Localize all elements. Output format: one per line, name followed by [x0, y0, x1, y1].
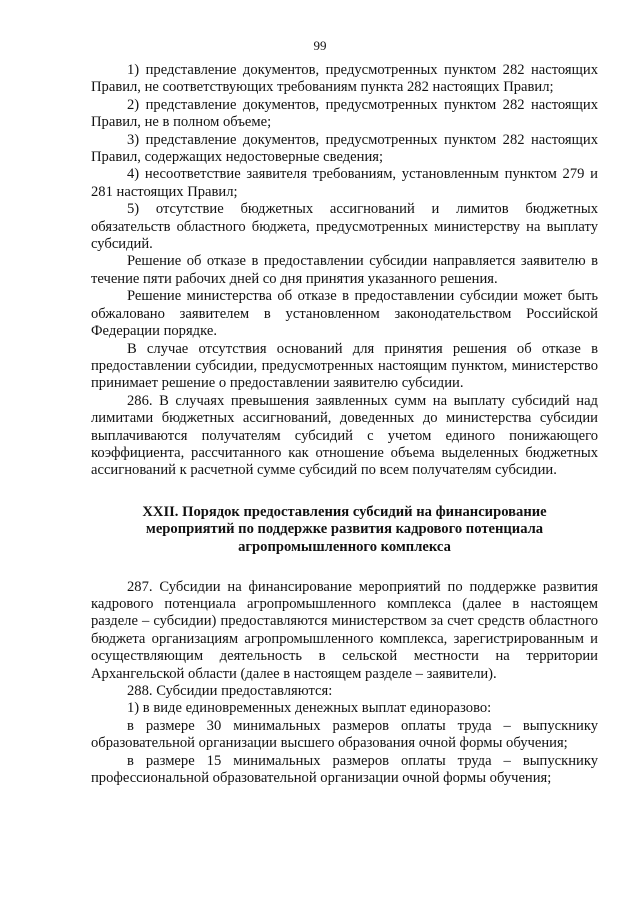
paragraph-288-higher-education: в размере 30 минимальных размеров оплаты труда – выпускнику образовательной организации высшего образования очной формы обучения;	[91, 717, 598, 752]
paragraph-approval: В случае отсутствия оснований для принятия решения об отказе в предоставлении субсидии, предусмотренных настоящим пунктом, министерство принимает решение о предоставлении заявителю субсидии.	[91, 340, 598, 392]
paragraph-286: 286. В случаях превышения заявленных сумм на выплату субсидий над лимитами бюджетных ассигнований, доведенных до министерства субсидии выплачиваются получателям субсидий с учетом единого понижающего коэффициента, рассчитанного как отношение объема выделенных бюджетных ассигнований к расчетной сумме субсидий по всем получателям субсидии.	[91, 392, 598, 479]
paragraph-reason-1: 1) представление документов, предусмотренных пунктом 282 настоящих Правил, не соответствующих требованиям пункта 282 настоящих Правил;	[91, 62, 598, 96]
paragraph-refusal-notice: Решение об отказе в предоставлении субсидии направляется заявителю в течение пяти рабочих дней со дня принятия указанного решения.	[91, 253, 598, 287]
paragraph-reason-2: 2) представление документов, предусмотренных пунктом 282 настоящих Правил, не в полном объеме;	[91, 96, 598, 131]
paragraph-288-professional-education: в размере 15 минимальных размеров оплаты труда – выпускнику профессиональной образовательной организации очной формы обучения;	[91, 752, 598, 786]
paragraph-reason-4: 4) несоответствие заявителя требованиям, установленным пунктом 279 и 281 настоящих Правил;	[91, 166, 598, 200]
paragraph-287: 287. Субсидии на финансирование мероприятий по поддержке развития кадрового потенциала агропромышленного комплекса (далее в настоящем разделе – субсидии) предоставляются министерством за счет средств областного бюджета организациям агропромышленного комплекса, зарегистрированным и осуществляющим деятельность в сельской местности на территории Архангельской области (далее в настоящем разделе – заявители).	[91, 578, 598, 682]
section-heading-line-1: XXII. Порядок предоставления субсидий на финансирование	[142, 503, 547, 520]
paragraph-288-item-1: 1) в виде единовременных денежных выплат единоразово:	[127, 700, 492, 717]
section-heading	[91, 504, 598, 557]
document-body	[91, 62, 598, 787]
paragraph-288: 288. Субсидии предоставляются:	[127, 682, 333, 699]
page-number: 99	[313, 38, 327, 53]
paragraph-reason-5: 5) отсутствие бюджетных ассигнований и лимитов бюджетных обязательств областного бюджета, предусмотренных министерству на выплату субсидий.	[91, 201, 598, 253]
section-heading-line-3: агропромышленного комплекса	[238, 538, 451, 555]
section-heading-line-2: мероприятий по поддержке развития кадрового потенциала	[145, 521, 544, 538]
paragraph-reason-3: 3) представление документов, предусмотренных пунктом 282 настоящих Правил, содержащих недостоверные сведения;	[91, 131, 598, 166]
paragraph-appeal: Решение министерства об отказе в предоставлении субсидии может быть обжаловано заявителем в установленном законодательством Российской Федерации порядке.	[91, 288, 598, 340]
